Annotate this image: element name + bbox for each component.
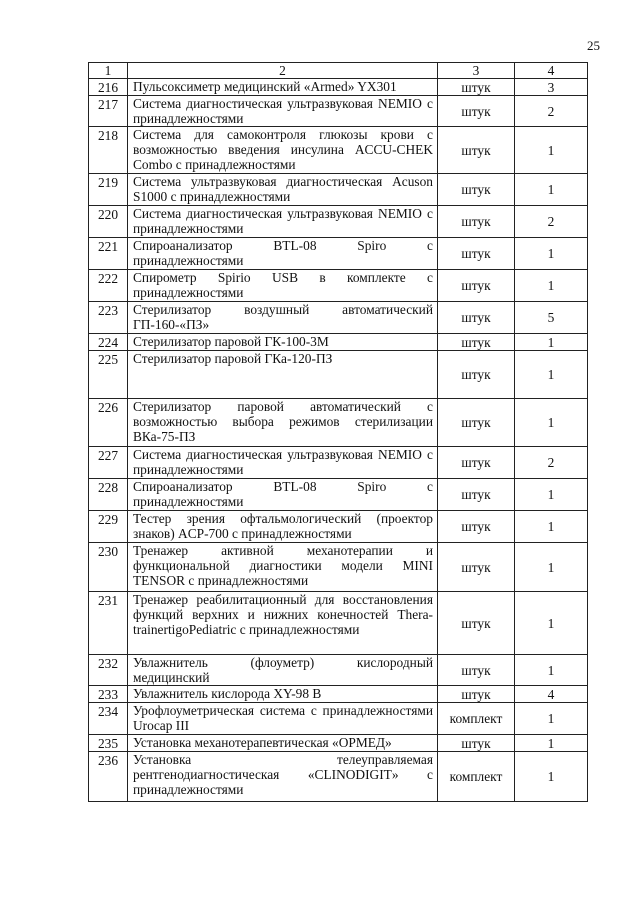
quantity: 1 [515,735,588,752]
table-row [89,206,588,238]
table-row [89,96,588,127]
row-number: 230 [89,543,128,592]
quantity: 1 [515,399,588,447]
table-row [89,334,588,351]
table-row [89,174,588,206]
equipment-table [88,62,588,802]
row-number: 223 [89,302,128,334]
table-row [89,592,588,655]
quantity: 2 [515,206,588,238]
table-row [89,655,588,686]
table-row [89,79,588,96]
unit-of-measure: штук [438,686,515,703]
row-number: 225 [89,351,128,399]
item-name: Стерилизатор паровой ГК-100-3М [128,334,438,351]
table-row [89,447,588,479]
item-name: Спироанализатор BTL-08 Spiro с принадлежностями [128,479,438,511]
item-name: Система диагностическая ультразвуковая NEMIO с принадлежностями [128,96,438,127]
column-header-4: 4 [515,63,588,79]
row-number: 228 [89,479,128,511]
item-name: Стерилизатор паровой ГКа-120-ПЗ [128,351,438,399]
quantity: 1 [515,238,588,270]
item-name: Урофлоуметрическая система с принадлежностями Urocap III [128,703,438,735]
row-number: 226 [89,399,128,447]
row-number: 235 [89,735,128,752]
unit-of-measure: штук [438,302,515,334]
item-name: Установка механотерапевтическая «ОРМЕД» [128,735,438,752]
item-name: Спироанализатор BTL-08 Spiro с принадлежностями [128,238,438,270]
unit-of-measure: штук [438,79,515,96]
unit-of-measure: штук [438,127,515,174]
item-name: Стерилизатор воздушный автоматический ГП-160-«ПЗ» [128,302,438,334]
row-number: 233 [89,686,128,703]
row-number: 222 [89,270,128,302]
quantity: 1 [515,334,588,351]
item-name: Стерилизатор паровой автоматический с возможностью выбора режимов стерилизации ВКа-75-ПЗ [128,399,438,447]
unit-of-measure: штук [438,238,515,270]
unit-of-measure: штук [438,735,515,752]
row-number: 231 [89,592,128,655]
row-number: 234 [89,703,128,735]
unit-of-measure: штук [438,479,515,511]
item-name: Тренажер активной механотерапии и функциональной диагностики модели MINI TENSOR с принадлежностями [128,543,438,592]
table-row [89,399,588,447]
item-name: Спирометр Spirio USB в комплекте с принадлежностями [128,270,438,302]
row-number: 221 [89,238,128,270]
item-name: Система ультразвуковая диагностическая Acuson S1000 с принадлежностями [128,174,438,206]
item-name: Увлажнитель кислорода XY-98 B [128,686,438,703]
quantity: 1 [515,703,588,735]
table-row [89,511,588,543]
quantity: 4 [515,686,588,703]
unit-of-measure: комплект [438,752,515,802]
table-row [89,238,588,270]
row-number: 227 [89,447,128,479]
row-number: 220 [89,206,128,238]
quantity: 5 [515,302,588,334]
unit-of-measure: штук [438,270,515,302]
unit-of-measure: штук [438,334,515,351]
item-name: Система для самоконтроля глюкозы крови с возможностью введения инсулина ACCU-CHEK Combo с принадлежностями [128,127,438,174]
item-name: Пульсоксиметр медицинский «Armed» YX301 [128,79,438,96]
quantity: 1 [515,174,588,206]
item-name: Тренажер реабилитационный для восстановления функций верхних и нижних конечностей Thera-trainertigoPediatric с принадлежностями [128,592,438,655]
table-row [89,543,588,592]
item-name: Тестер зрения офтальмологический (проектор знаков) ACP-700 с принадлежностями [128,511,438,543]
table-row [89,479,588,511]
quantity: 1 [515,270,588,302]
table-row [89,735,588,752]
unit-of-measure: штук [438,96,515,127]
item-name: Система диагностическая ультразвуковая NEMIO с принадлежностями [128,206,438,238]
row-number: 216 [89,79,128,96]
quantity: 1 [515,752,588,802]
page-number: 25 [587,38,600,53]
table-row [89,270,588,302]
quantity: 1 [515,511,588,543]
quantity: 3 [515,79,588,96]
unit-of-measure: штук [438,447,515,479]
row-number: 232 [89,655,128,686]
table-row [89,686,588,703]
item-name: Увлажнитель (флоуметр) кислородный медицинский [128,655,438,686]
column-header-1: 1 [89,63,128,79]
quantity: 1 [515,351,588,399]
unit-of-measure: штук [438,206,515,238]
table-row [89,752,588,802]
quantity: 1 [515,592,588,655]
row-number: 219 [89,174,128,206]
column-header-3: 3 [438,63,515,79]
table-header-row [89,63,588,79]
quantity: 1 [515,655,588,686]
quantity: 1 [515,543,588,592]
table-row [89,703,588,735]
unit-of-measure: штук [438,543,515,592]
unit-of-measure: штук [438,511,515,543]
quantity: 1 [515,127,588,174]
quantity: 2 [515,447,588,479]
unit-of-measure: штук [438,174,515,206]
row-number: 224 [89,334,128,351]
table-row [89,351,588,399]
unit-of-measure: штук [438,351,515,399]
item-name: Установка телеуправляемая рентгенодиагностическая «CLINODIGIT» с принадлежностями [128,752,438,802]
unit-of-measure: штук [438,592,515,655]
quantity: 2 [515,96,588,127]
column-header-2: 2 [128,63,438,79]
table-row [89,302,588,334]
row-number: 229 [89,511,128,543]
row-number: 217 [89,96,128,127]
unit-of-measure: комплект [438,703,515,735]
unit-of-measure: штук [438,655,515,686]
row-number: 236 [89,752,128,802]
item-name: Система диагностическая ультразвуковая NEMIO с принадлежностями [128,447,438,479]
table-row [89,127,588,174]
quantity: 1 [515,479,588,511]
unit-of-measure: штук [438,399,515,447]
row-number: 218 [89,127,128,174]
